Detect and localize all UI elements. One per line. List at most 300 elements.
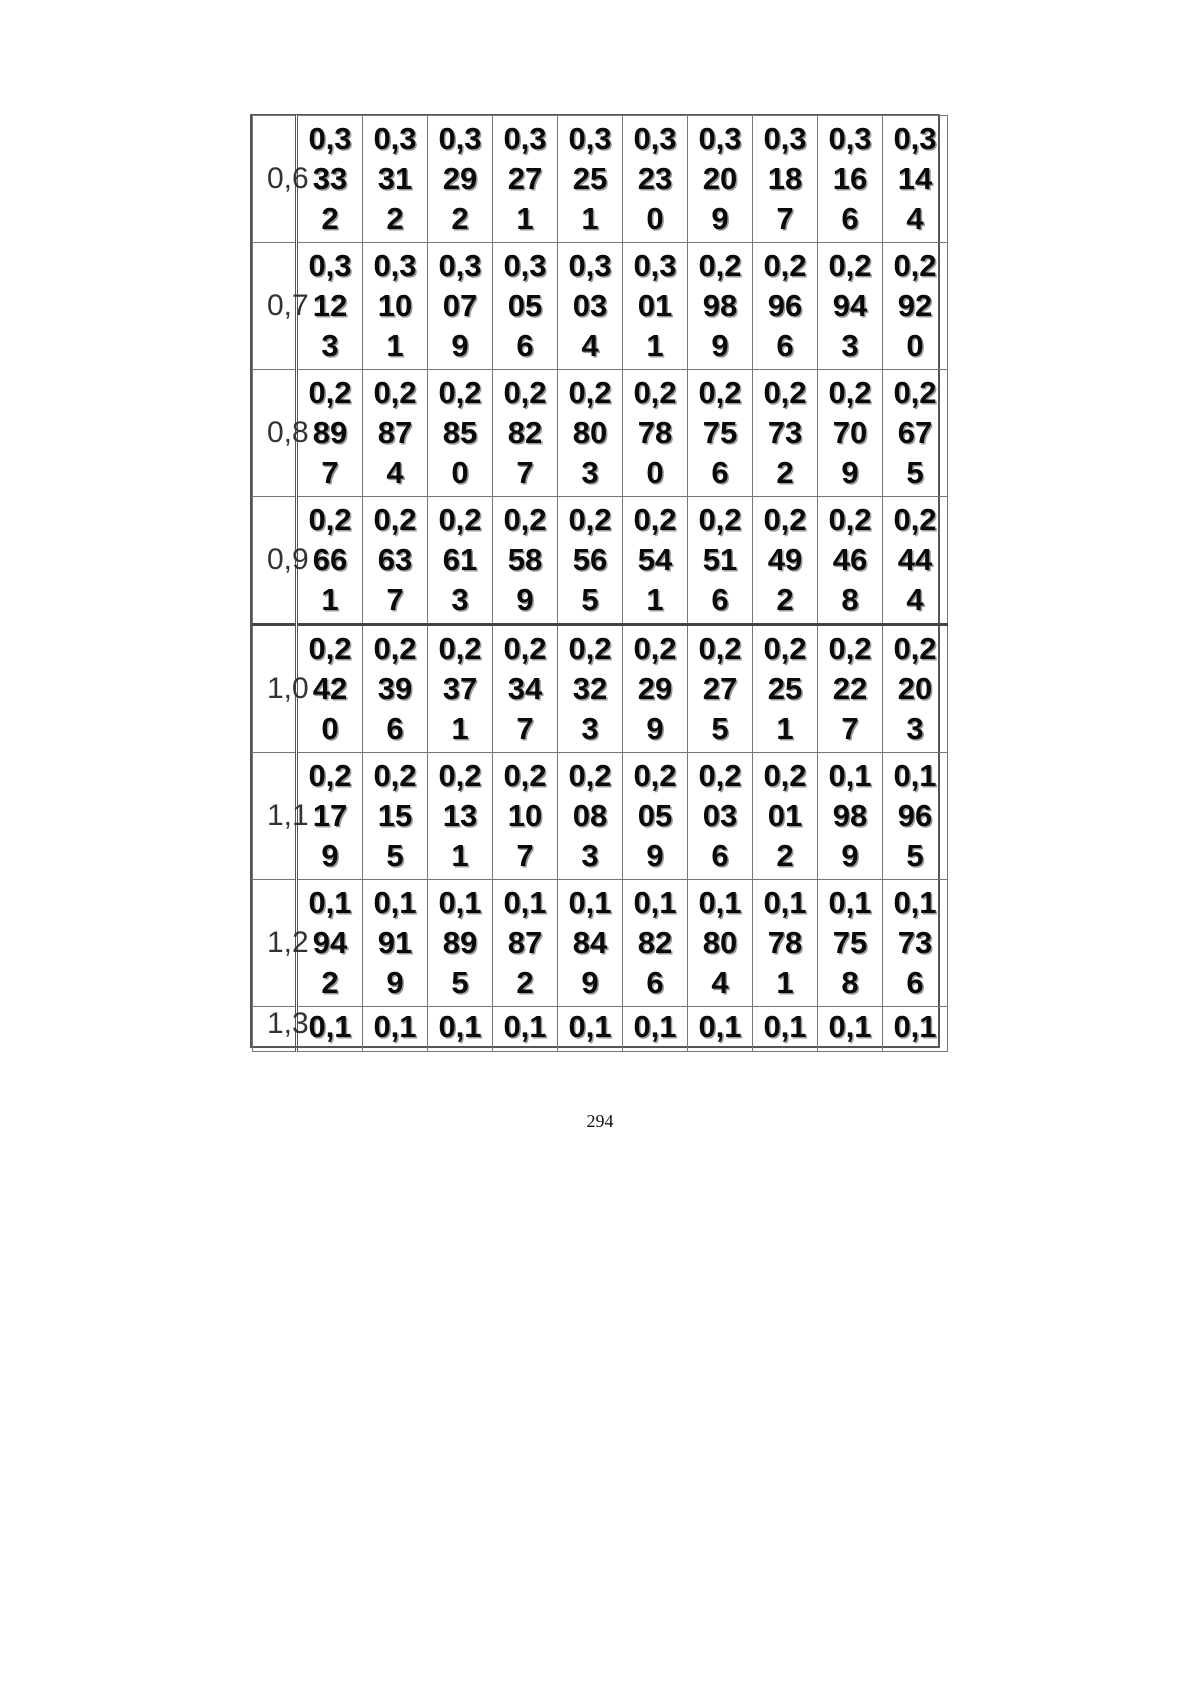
- table-cell: [753, 370, 818, 497]
- table-cell: [883, 625, 948, 753]
- cell-value-line: 92: [897, 288, 933, 323]
- cell-value-line: 0,2: [373, 375, 417, 410]
- cell-value-line: 0,3: [438, 121, 482, 156]
- cell-value-line: 2: [776, 582, 794, 617]
- cell-value-line: 9: [646, 838, 664, 873]
- cell-value-line: 85: [442, 415, 478, 450]
- cell-value-line: 42: [312, 671, 348, 706]
- cell-value-line: 0,2: [763, 375, 807, 410]
- cell-value-line: 0,1: [893, 885, 937, 920]
- cell-value-line: 25: [767, 671, 803, 706]
- cell-value-line: 70: [832, 415, 868, 450]
- cell-value-line: 0: [321, 711, 339, 746]
- table-cell: [688, 1007, 753, 1052]
- cell-value-line: 0,2: [763, 248, 807, 283]
- cell-value-line: 5: [386, 838, 404, 873]
- cell-value-line: 0,2: [633, 631, 677, 666]
- row-label: 0,7: [253, 243, 297, 370]
- table-cell: [688, 370, 753, 497]
- table-row: [253, 116, 948, 243]
- cell-value-line: 2: [516, 965, 534, 1000]
- table-cell: [883, 243, 948, 370]
- cell-value-line: 3: [581, 711, 599, 746]
- cell-value-line: 9: [646, 711, 664, 746]
- cell-value-line: 0,2: [893, 248, 937, 283]
- cell-value-line: 3: [581, 455, 599, 490]
- cell-value-line: 5: [906, 455, 924, 490]
- cell-value-line: 01: [767, 798, 803, 833]
- cell-value-line: 0,2: [698, 375, 742, 410]
- cell-value-line: 0,2: [373, 631, 417, 666]
- cell-value-line: 9: [581, 965, 599, 1000]
- cell-value-line: 78: [767, 925, 803, 960]
- cell-value-line: 16: [832, 161, 868, 196]
- cell-value-line: 0,1: [633, 1009, 677, 1044]
- cell-value-line: 98: [702, 288, 738, 323]
- cell-value-line: 0,1: [893, 1009, 937, 1044]
- table-cell: [623, 880, 688, 1007]
- table-cell: [558, 753, 623, 880]
- cell-value-line: 1: [451, 838, 469, 873]
- cell-value-line: 5: [906, 838, 924, 873]
- table-cell: [818, 370, 883, 497]
- cell-value-line: 39: [377, 671, 413, 706]
- cell-value-line: 94: [832, 288, 868, 323]
- cell-value-line: 33: [312, 161, 348, 196]
- cell-value-line: 89: [442, 925, 478, 960]
- cell-value-line: 0,1: [308, 885, 352, 920]
- table-cell: [688, 116, 753, 243]
- table-cell: [558, 116, 623, 243]
- cell-value-line: 0: [451, 455, 469, 490]
- table-cell: [883, 753, 948, 880]
- cell-value-line: 5: [711, 711, 729, 746]
- cell-value-line: 08: [572, 798, 608, 833]
- cell-value-line: 7: [841, 711, 859, 746]
- table-cell: [688, 497, 753, 625]
- cell-value-line: 5: [451, 965, 469, 1000]
- cell-value-line: 0,2: [373, 502, 417, 537]
- cell-value-line: 54: [637, 542, 673, 577]
- table-cell: [428, 625, 493, 753]
- cell-value-line: 0: [906, 328, 924, 363]
- table-row: [253, 625, 948, 753]
- cell-value-line: 0,1: [503, 1009, 547, 1044]
- cell-value-line: 0,2: [308, 375, 352, 410]
- cell-value-line: 0,3: [438, 248, 482, 283]
- table-cell: [753, 753, 818, 880]
- cell-value-line: 0,1: [438, 1009, 482, 1044]
- cell-value-line: 0,3: [763, 121, 807, 156]
- cell-value-line: 0,3: [828, 121, 872, 156]
- table-row: [253, 370, 948, 497]
- cell-value-line: 0,2: [568, 758, 612, 793]
- cell-value-line: 1: [581, 201, 599, 236]
- table-cell: [753, 625, 818, 753]
- table-cell: [363, 1007, 428, 1052]
- cell-value-line: 2: [776, 838, 794, 873]
- cell-value-line: 82: [637, 925, 673, 960]
- cell-value-line: 0,1: [828, 1009, 872, 1044]
- cell-value-line: 96: [897, 798, 933, 833]
- cell-value-line: 0,2: [763, 758, 807, 793]
- cell-value-line: 12: [312, 288, 348, 323]
- cell-value-line: 3: [906, 711, 924, 746]
- table-cell: [688, 880, 753, 1007]
- table-cell: [493, 116, 558, 243]
- cell-value-line: 9: [386, 965, 404, 1000]
- cell-value-line: 6: [386, 711, 404, 746]
- cell-value-line: 0,2: [308, 502, 352, 537]
- cell-value-line: 0,1: [633, 885, 677, 920]
- cell-value-line: 0,2: [568, 502, 612, 537]
- table-cell: [558, 497, 623, 625]
- cell-value-line: 0,2: [763, 631, 807, 666]
- cell-value-line: 0,3: [373, 121, 417, 156]
- cell-value-line: 0,3: [568, 121, 612, 156]
- cell-value-line: 0,2: [438, 631, 482, 666]
- cell-value-line: 0,3: [373, 248, 417, 283]
- cell-value-line: 3: [841, 328, 859, 363]
- cell-value-line: 0,2: [568, 631, 612, 666]
- cell-value-line: 0,1: [373, 1009, 417, 1044]
- cell-value-line: 0,2: [698, 502, 742, 537]
- cell-value-line: 0,1: [828, 758, 872, 793]
- cell-value-line: 0,2: [568, 375, 612, 410]
- table-cell: [363, 625, 428, 753]
- cell-value-line: 0,1: [568, 885, 612, 920]
- cell-value-line: 1: [321, 582, 339, 617]
- table-cell: [883, 880, 948, 1007]
- cell-value-line: 20: [702, 161, 738, 196]
- page-number: 294: [586, 1111, 614, 1131]
- cell-value-line: 6: [711, 455, 729, 490]
- cell-value-line: 0,2: [698, 248, 742, 283]
- cell-value-line: 2: [451, 201, 469, 236]
- cell-value-line: 0,2: [828, 631, 872, 666]
- cell-value-line: 7: [516, 455, 534, 490]
- cell-value-line: 6: [711, 582, 729, 617]
- cell-value-line: 0,3: [633, 121, 677, 156]
- table-cell: [753, 116, 818, 243]
- cell-value-line: 27: [702, 671, 738, 706]
- cell-value-line: 25: [572, 161, 608, 196]
- cell-value-line: 1: [646, 328, 664, 363]
- cell-value-line: 6: [776, 328, 794, 363]
- cell-value-line: 0,2: [893, 631, 937, 666]
- cell-value-line: 0,2: [438, 375, 482, 410]
- cell-value-line: 80: [702, 925, 738, 960]
- cell-value-line: 0,3: [568, 248, 612, 283]
- table-row: [253, 243, 948, 370]
- table-cell: [818, 625, 883, 753]
- cell-value-line: 10: [377, 288, 413, 323]
- cell-value-line: 9: [321, 838, 339, 873]
- cell-value-line: 0,2: [633, 375, 677, 410]
- cell-value-line: 73: [897, 925, 933, 960]
- cell-value-line: 4: [711, 965, 729, 1000]
- cell-value-line: 49: [767, 542, 803, 577]
- table-cell: [623, 370, 688, 497]
- cell-value-line: 5: [581, 582, 599, 617]
- cell-value-line: 0,3: [633, 248, 677, 283]
- cell-value-line: 0,3: [698, 121, 742, 156]
- cell-value-line: 84: [572, 925, 608, 960]
- row-label: 0,8: [253, 370, 297, 497]
- table-cell: [363, 497, 428, 625]
- cell-value-line: 6: [516, 328, 534, 363]
- cell-value-line: 2: [321, 201, 339, 236]
- cell-value-line: 0,2: [373, 758, 417, 793]
- cell-value-line: 82: [507, 415, 543, 450]
- cell-value-line: 0,2: [893, 375, 937, 410]
- cell-value-line: 7: [516, 711, 534, 746]
- cell-value-line: 80: [572, 415, 608, 450]
- table-cell: [883, 497, 948, 625]
- row-label: 1,0: [253, 625, 297, 753]
- cell-value-line: 2: [386, 201, 404, 236]
- cell-value-line: 0,2: [698, 758, 742, 793]
- cell-value-line: 0,3: [893, 121, 937, 156]
- cell-value-line: 0,2: [308, 758, 352, 793]
- cell-value-line: 8: [841, 582, 859, 617]
- cell-value-line: 05: [507, 288, 543, 323]
- cell-value-line: 7: [321, 455, 339, 490]
- table-cell: [428, 753, 493, 880]
- cell-value-line: 0: [646, 455, 664, 490]
- cell-value-line: 73: [767, 415, 803, 450]
- cell-value-line: 1: [451, 711, 469, 746]
- cell-value-line: 0,1: [698, 1009, 742, 1044]
- cell-value-line: 01: [637, 288, 673, 323]
- table-cell: [558, 880, 623, 1007]
- table-cell: [623, 243, 688, 370]
- cell-value-line: 66: [312, 542, 348, 577]
- cell-value-line: 0,3: [503, 248, 547, 283]
- table-cell: [428, 116, 493, 243]
- cell-value-line: 03: [572, 288, 608, 323]
- cell-value-line: 7: [516, 838, 534, 873]
- cell-value-line: 75: [832, 925, 868, 960]
- cell-value-line: 87: [507, 925, 543, 960]
- cell-value-line: 0: [646, 201, 664, 236]
- table-cell: [623, 625, 688, 753]
- table-cell: [753, 1007, 818, 1052]
- table-cell: [818, 753, 883, 880]
- cell-value-line: 0,2: [503, 631, 547, 666]
- cell-value-line: 96: [767, 288, 803, 323]
- cell-value-line: 1: [776, 711, 794, 746]
- cell-value-line: 6: [646, 965, 664, 1000]
- table-cell: [493, 370, 558, 497]
- cell-value-line: 4: [581, 328, 599, 363]
- table-cell: [818, 880, 883, 1007]
- cell-value-line: 1: [646, 582, 664, 617]
- cell-value-line: 0,1: [828, 885, 872, 920]
- table-cell: [818, 116, 883, 243]
- table-cell: [493, 880, 558, 1007]
- cell-value-line: 3: [321, 328, 339, 363]
- table-cell: [558, 625, 623, 753]
- cell-value-line: 1: [776, 965, 794, 1000]
- cell-value-line: 07: [442, 288, 478, 323]
- cell-value-line: 05: [637, 798, 673, 833]
- cell-value-line: 8: [841, 965, 859, 1000]
- table-cell: [493, 625, 558, 753]
- cell-value-line: 0,3: [308, 121, 352, 156]
- table-cell: [623, 116, 688, 243]
- table-cell: [883, 116, 948, 243]
- cell-value-line: 0,1: [503, 885, 547, 920]
- table-cell: [883, 1007, 948, 1052]
- cell-value-line: 22: [832, 671, 868, 706]
- table-cell: [428, 1007, 493, 1052]
- row-label: 1,3: [253, 1007, 297, 1052]
- cell-value-line: 51: [702, 542, 738, 577]
- row-label: 1,2: [253, 880, 297, 1007]
- table-cell: [688, 625, 753, 753]
- table-cell: [623, 1007, 688, 1052]
- cell-value-line: 0,2: [763, 502, 807, 537]
- cell-value-line: 13: [442, 798, 478, 833]
- table-cell: [818, 243, 883, 370]
- cell-value-line: 20: [897, 671, 933, 706]
- cell-value-line: 91: [377, 925, 413, 960]
- cell-value-line: 67: [897, 415, 933, 450]
- table-cell: [753, 880, 818, 1007]
- table-row: [253, 753, 948, 880]
- cell-value-line: 3: [581, 838, 599, 873]
- table-cell: [493, 497, 558, 625]
- table-cell: [428, 497, 493, 625]
- cell-value-line: 7: [776, 201, 794, 236]
- cell-value-line: 0,2: [698, 631, 742, 666]
- cell-value-line: 6: [841, 201, 859, 236]
- cell-value-line: 0,2: [828, 248, 872, 283]
- cell-value-line: 63: [377, 542, 413, 577]
- cell-value-line: 87: [377, 415, 413, 450]
- cell-value-line: 0,2: [828, 375, 872, 410]
- cell-value-line: 34: [507, 671, 543, 706]
- row-label: 0,6: [253, 116, 297, 243]
- cell-value-line: 0,2: [503, 502, 547, 537]
- cell-value-line: 15: [377, 798, 413, 833]
- row-label: 1,1: [253, 753, 297, 880]
- cell-value-line: 0,1: [568, 1009, 612, 1044]
- cell-value-line: 27: [507, 161, 543, 196]
- table-cell: [688, 753, 753, 880]
- table-cell: [558, 1007, 623, 1052]
- cell-value-line: 0,1: [438, 885, 482, 920]
- cell-value-line: 1: [516, 201, 534, 236]
- table-cell: [493, 1007, 558, 1052]
- cell-value-line: 23: [637, 161, 673, 196]
- cell-value-line: 0,1: [698, 885, 742, 920]
- table-row: [253, 1007, 948, 1052]
- cell-value-line: 75: [702, 415, 738, 450]
- cell-value-line: 4: [906, 201, 924, 236]
- cell-value-line: 78: [637, 415, 673, 450]
- cell-value-line: 6: [906, 965, 924, 1000]
- cell-value-line: 44: [897, 542, 933, 577]
- cell-value-line: 4: [906, 582, 924, 617]
- cell-value-line: 61: [442, 542, 478, 577]
- row-label: 0,9: [253, 497, 297, 625]
- cell-value-line: 0,1: [763, 1009, 807, 1044]
- cell-value-line: 58: [507, 542, 543, 577]
- cell-value-line: 9: [451, 328, 469, 363]
- cell-value-line: 0,2: [828, 502, 872, 537]
- cell-value-line: 0,2: [633, 758, 677, 793]
- cell-value-line: 03: [702, 798, 738, 833]
- table-cell: [493, 753, 558, 880]
- table-cell: [818, 497, 883, 625]
- cell-value-line: 0,1: [373, 885, 417, 920]
- table-cell: [428, 880, 493, 1007]
- cell-value-line: 0,2: [893, 502, 937, 537]
- table-cell: [428, 243, 493, 370]
- table-cell: [428, 370, 493, 497]
- table-cell: [363, 753, 428, 880]
- cell-value-line: 9: [516, 582, 534, 617]
- cell-value-line: 56: [572, 542, 608, 577]
- table-row: [253, 497, 948, 625]
- table-cell: [363, 243, 428, 370]
- cell-value-line: 0,2: [308, 631, 352, 666]
- cell-value-line: 31: [377, 161, 413, 196]
- table-cell: [363, 370, 428, 497]
- cell-value-line: 37: [442, 671, 478, 706]
- data-table-container: [250, 114, 940, 1048]
- table-cell: [558, 243, 623, 370]
- cell-value-line: 0,2: [503, 758, 547, 793]
- table-cell: [623, 497, 688, 625]
- cell-value-line: 2: [321, 965, 339, 1000]
- cell-value-line: 89: [312, 415, 348, 450]
- table-cell: [818, 1007, 883, 1052]
- cell-value-line: 9: [711, 201, 729, 236]
- table-cell: [688, 243, 753, 370]
- cell-value-line: 0,3: [503, 121, 547, 156]
- table-cell: [753, 497, 818, 625]
- cell-value-line: 0,3: [308, 248, 352, 283]
- cell-value-line: 46: [832, 542, 868, 577]
- cell-value-line: 10: [507, 798, 543, 833]
- cell-value-line: 18: [767, 161, 803, 196]
- cell-value-line: 2: [776, 455, 794, 490]
- table-cell: [883, 370, 948, 497]
- cell-value-line: 17: [312, 798, 348, 833]
- table-cell: [623, 753, 688, 880]
- cell-value-line: 29: [442, 161, 478, 196]
- data-table-body: [253, 116, 948, 1052]
- cell-value-line: 9: [841, 838, 859, 873]
- cell-value-line: 9: [841, 455, 859, 490]
- cell-value-line: 1: [386, 328, 404, 363]
- table-cell: [558, 370, 623, 497]
- cell-value-line: 94: [312, 925, 348, 960]
- cell-value-line: 14: [897, 161, 933, 196]
- cell-value-line: 0,1: [763, 885, 807, 920]
- cell-value-line: 9: [711, 328, 729, 363]
- table-cell: [363, 116, 428, 243]
- table-cell: [363, 880, 428, 1007]
- cell-value-line: 6: [711, 838, 729, 873]
- cell-value-line: 0,2: [438, 502, 482, 537]
- cell-value-line: 0,2: [633, 502, 677, 537]
- cell-value-line: 0,1: [308, 1009, 352, 1044]
- cell-value-line: 4: [386, 455, 404, 490]
